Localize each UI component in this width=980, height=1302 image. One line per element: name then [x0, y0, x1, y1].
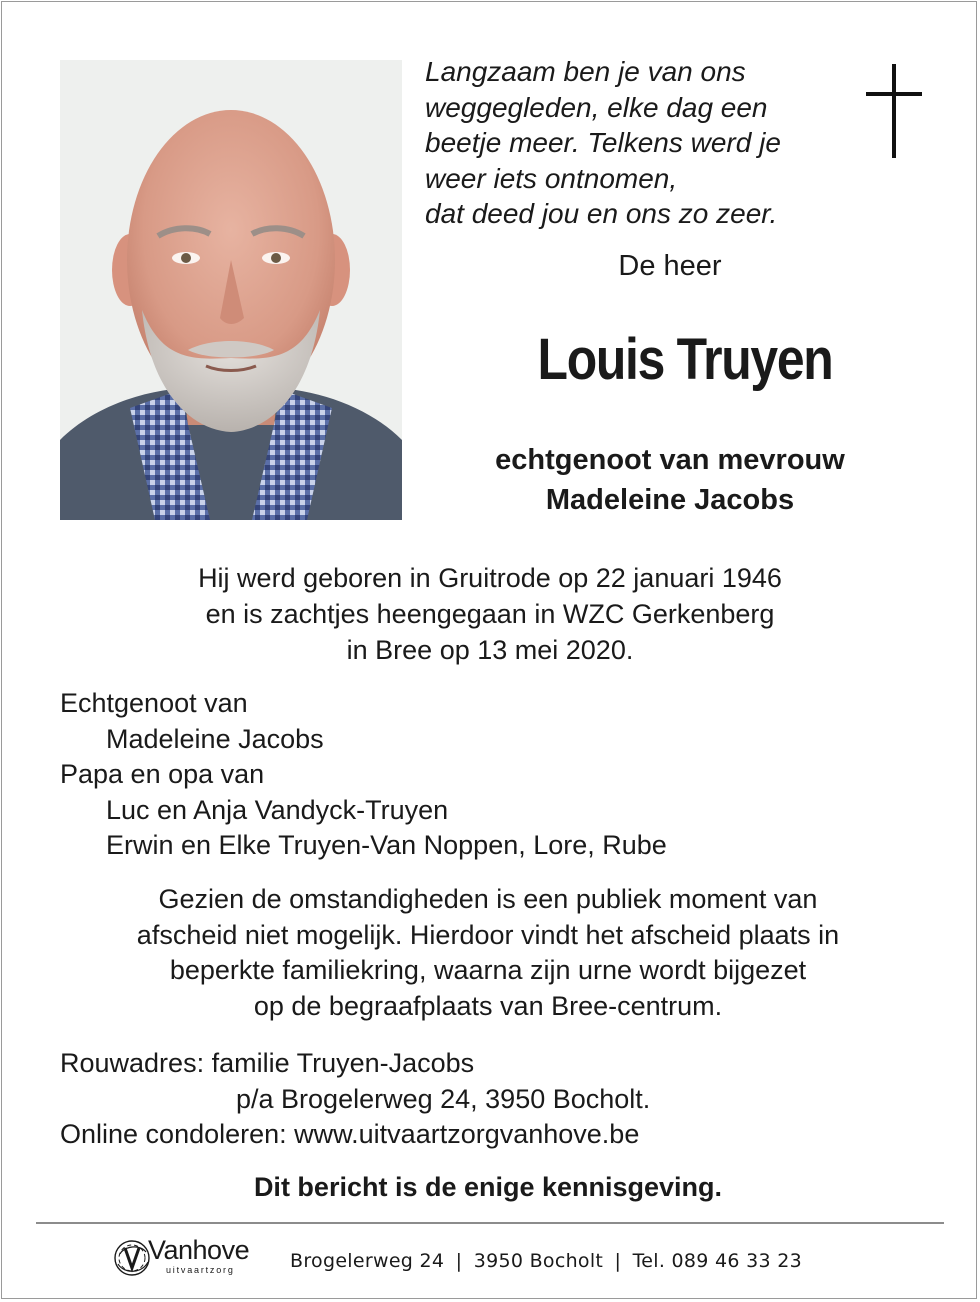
- portrait-photo: [60, 60, 402, 520]
- family-label: Echtgenoot van: [60, 688, 248, 718]
- poem-line: weggegleden, elke dag een: [425, 91, 768, 123]
- footer-phone: Tel. 089 46 33 23: [632, 1250, 803, 1272]
- family-label: Papa en opa van: [60, 759, 265, 789]
- family-list: [60, 686, 667, 864]
- condolence-link[interactable]: Online condoleren: www.uitvaartzorgvanhove.be: [60, 1119, 640, 1149]
- spouse-line: echtgenoot van mevrouw: [495, 444, 845, 476]
- mourning-address: [60, 1046, 650, 1153]
- footer-separator: |: [455, 1250, 463, 1272]
- logo-name: Vanhove: [148, 1235, 250, 1265]
- info-line: Hij werd geboren in Gruitrode op 22 januari 1946: [198, 563, 782, 593]
- address-line: p/a Brogelerweg 24, 3950 Bocholt.: [236, 1083, 651, 1114]
- family-member: Erwin en Elke Truyen-Van Noppen, Lore, Rube: [106, 830, 667, 860]
- birth-death-info: [60, 560, 920, 668]
- notice-line: op de begraafplaats van Bree-centrum.: [253, 990, 723, 1021]
- info-line: in Bree op 13 mei 2020.: [346, 635, 634, 665]
- spouse-name: Madeleine Jacobs: [545, 484, 795, 516]
- spouse-heading: [430, 440, 910, 520]
- notice-line: Gezien de omstandigheden is een publiek moment van: [158, 884, 818, 914]
- final-notice: Dit bericht is de enige kennisgeving.: [253, 1172, 723, 1202]
- address-line: Rouwadres: familie Truyen-Jacobs: [60, 1048, 475, 1078]
- footer-street: Brogelerweg 24: [290, 1250, 445, 1272]
- poem-line: beetje meer. Telkens werd je: [425, 127, 781, 158]
- poem-line: dat deed jou en ons zo zeer.: [425, 198, 778, 229]
- family-member: Madeleine Jacobs: [106, 723, 324, 754]
- cross-icon: [866, 64, 922, 158]
- poem-line: weer iets ontnomen,: [425, 162, 678, 194]
- footer-separator: |: [614, 1250, 622, 1272]
- footer-contact: [290, 1250, 802, 1272]
- vanhove-logo: [110, 1234, 280, 1284]
- logo-subtitle: uitvaartzorg: [166, 1265, 235, 1275]
- ceremony-notice: [60, 882, 916, 1024]
- poem: [425, 54, 845, 232]
- notice-line: beperkte familiekring, waarna zijn urne wordt bijgezet: [169, 955, 807, 985]
- title-prefix: De heer: [618, 250, 722, 282]
- footer-divider: [36, 1222, 944, 1224]
- info-line: en is zachtjes heengegaan in WZC Gerkenberg: [205, 599, 775, 629]
- footer-city: 3950 Bocholt: [473, 1250, 604, 1272]
- notice-line: afscheid niet mogelijk. Hierdoor vindt het afscheid plaats in: [136, 919, 840, 950]
- deceased-name: Louis Truyen: [537, 327, 833, 392]
- poem-line: Langzaam ben je van ons: [425, 56, 746, 87]
- family-member: Luc en Anja Vandyck-Truyen: [106, 794, 449, 825]
